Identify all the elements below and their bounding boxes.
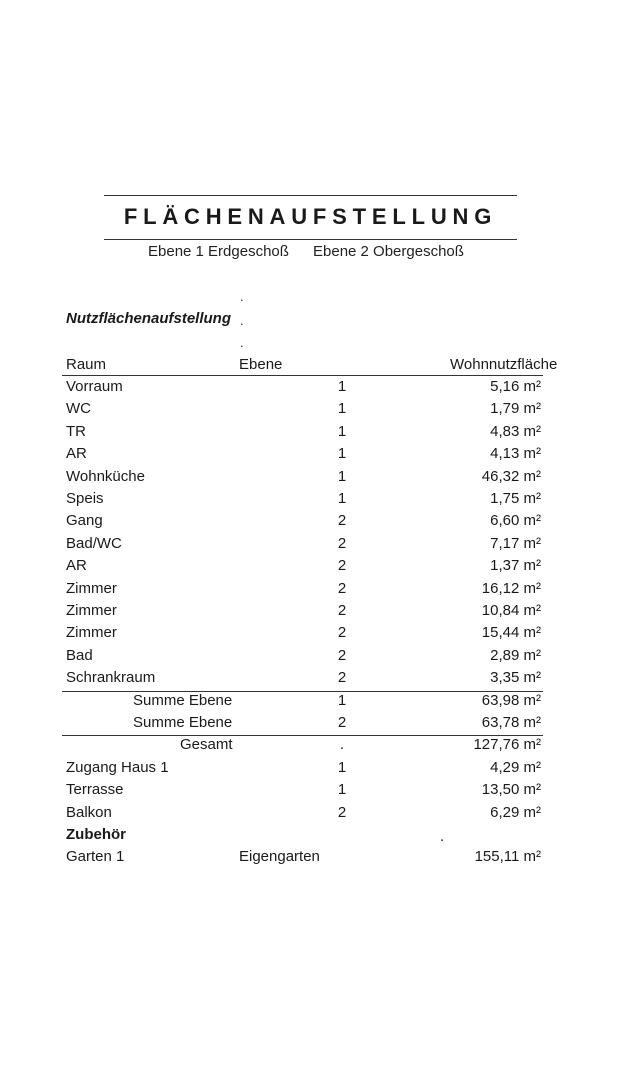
room-level: 1: [337, 781, 347, 799]
room-name: WC: [66, 400, 91, 418]
room-level: 1: [337, 400, 347, 418]
dot-marker: .: [240, 335, 244, 350]
table-row: [0, 535, 624, 557]
room-name: Bad/WC: [66, 534, 122, 552]
subtitle-level-1: Ebene 1 Erdgeschoß: [148, 243, 289, 260]
room-level: 2: [337, 646, 347, 664]
room-area: 4,83 m²: [490, 422, 541, 440]
total-row: [0, 736, 624, 758]
table-row: [0, 759, 624, 781]
room-level: 2: [337, 602, 347, 619]
room-name: Zimmer: [66, 602, 117, 619]
garden-row: [0, 848, 624, 870]
room-area: 1,79 m²: [490, 400, 541, 418]
subtitle-level-2: Ebene 2 Obergeschoß: [313, 243, 464, 260]
room-level: 1: [337, 445, 347, 463]
document-title: FLÄCHENAUFSTELLUNG: [123, 204, 498, 229]
room-area: 10,84 m²: [481, 602, 541, 619]
room-area: 4,29 m²: [490, 758, 541, 776]
room-area: 6,60 m²: [490, 512, 541, 530]
room-level: 1: [337, 758, 347, 776]
sum-row: [0, 714, 624, 736]
dot-marker: .: [240, 313, 244, 328]
table-row: [0, 624, 624, 646]
table-row: [0, 580, 624, 602]
room-name: TR: [66, 422, 86, 440]
room-area: 46,32 m²: [481, 467, 541, 485]
room-area: 4,13 m²: [490, 445, 541, 463]
table-row: [0, 512, 624, 534]
room-area: 155,11 m²: [474, 848, 541, 866]
room-level: .: [339, 736, 345, 754]
accessories-row: [0, 826, 624, 848]
room-area: 13,50 m²: [481, 781, 541, 799]
room-level: 2: [337, 803, 347, 821]
room-level: 1: [337, 691, 347, 709]
column-header-flaeche: Wohnnutzfläche: [450, 356, 558, 373]
room-level: 2: [337, 557, 347, 575]
room-area: 16,12 m²: [481, 579, 541, 597]
column-header-ebene: Ebene: [239, 356, 283, 373]
room-name: Summe Ebene: [133, 714, 233, 731]
room-level: 2: [337, 579, 347, 597]
table-row: [0, 423, 624, 445]
table-row: [0, 647, 624, 669]
table-row: [0, 400, 624, 422]
room-name: Zubehör: [66, 826, 126, 843]
room-name: Vorraum: [66, 378, 123, 395]
table-row: [0, 445, 624, 467]
room-level: 1: [337, 467, 347, 485]
room-level: 1: [337, 490, 347, 507]
room-area: 7,17 m²: [490, 534, 541, 552]
column-header-raum: Raum: [66, 356, 107, 373]
dot-marker: .: [240, 289, 244, 304]
table-row: [0, 781, 624, 803]
room-name: Summe Ebene: [133, 691, 233, 709]
room-level: 2: [337, 714, 347, 731]
header-rule: [62, 375, 543, 376]
room-name: Speis: [66, 490, 104, 507]
table-row: [0, 490, 624, 512]
room-level: 2: [337, 534, 347, 552]
sum-row: [0, 692, 624, 714]
room-area: 5,16 m²: [490, 378, 541, 395]
room-name: Zugang Haus 1: [66, 758, 169, 776]
room-level: Eigengarten: [239, 848, 320, 866]
room-name: Zimmer: [66, 579, 117, 597]
room-level: 2: [337, 669, 347, 687]
room-area: 127,76 m²: [473, 736, 541, 754]
title-top-rule: [104, 195, 517, 196]
room-level: 1: [337, 422, 347, 440]
title-bottom-rule: [104, 239, 517, 240]
room-area: 63,98 m²: [481, 691, 541, 709]
room-area: 15,44 m²: [481, 624, 541, 642]
room-name: Bad: [66, 646, 93, 664]
room-area: 63,78 m²: [481, 714, 541, 731]
dot-marker: .: [440, 828, 445, 845]
room-level: 2: [337, 512, 347, 530]
table-row: [0, 557, 624, 579]
room-area: 1,37 m²: [490, 557, 541, 575]
room-area: 1,75 m²: [490, 490, 541, 507]
room-name: Gang: [66, 512, 103, 530]
table-row: [0, 378, 624, 400]
room-level: 1: [337, 378, 347, 395]
room-name: Terrasse: [66, 781, 124, 799]
room-name: Zimmer: [66, 624, 117, 642]
room-level: 2: [337, 624, 347, 642]
room-name: Balkon: [66, 803, 112, 821]
section-title: Nutzflächenaufstellung: [66, 310, 232, 327]
room-name: Schrankraum: [66, 669, 156, 687]
table-row: [0, 468, 624, 490]
room-area: 6,29 m²: [490, 803, 541, 821]
room-name: AR: [66, 445, 87, 463]
table-row: [0, 602, 624, 624]
table-row: [0, 669, 624, 691]
room-name: Gesamt: [180, 736, 233, 754]
room-name: Wohnküche: [66, 467, 145, 485]
room-area: 2,89 m²: [490, 646, 541, 664]
room-name: Garten 1: [66, 848, 125, 866]
table-row: [0, 804, 624, 826]
room-area: 3,35 m²: [490, 669, 541, 687]
room-name: AR: [66, 557, 87, 575]
